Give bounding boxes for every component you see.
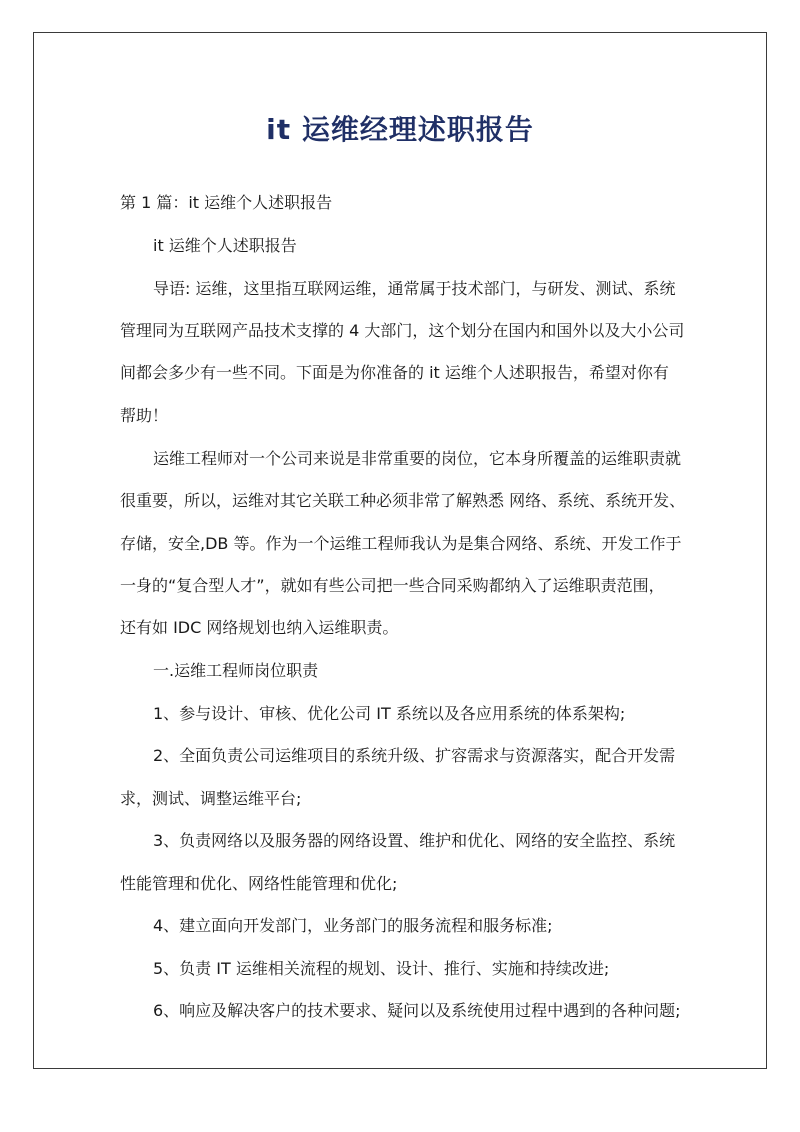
paragraph-line: 存储，安全,DB 等。作为一个运维工程师我认为是集合网络、系统、开发工作于 — [120, 534, 682, 553]
paragraph-line: 一身的“复合型人才”，就如有些公司把一些合同采购都纳入了运维职责范围， — [120, 576, 665, 595]
section-heading: 第 1 篇：it 运维个人述职报告 — [120, 193, 333, 212]
paragraph-line: 间都会多少有一些不同。下面是为你准备的 it 运维个人述职报告，希望对你有 — [120, 363, 669, 382]
paragraph-line: 还有如 IDC 网络规划也纳入运维职责。 — [120, 618, 399, 637]
document-title: it 运维经理述职报告 — [266, 113, 534, 146]
list-item: 4、建立面向开发部门，业务部门的服务流程和服务标准; — [153, 916, 553, 935]
list-item-continuation: 性能管理和优化、网络性能管理和优化; — [120, 874, 398, 893]
subsection-heading: 一.运维工程师岗位职责 — [153, 661, 319, 680]
paragraph-line: 很重要，所以，运维对其它关联工种必须非常了解熟悉 网络、系统、系统开发、 — [120, 491, 686, 510]
list-item: 6、响应及解决客户的技术要求、疑问以及系统使用过程中遇到的各种问题; — [153, 1001, 681, 1020]
paragraph-line: 帮助！ — [120, 406, 169, 425]
list-item: 1、参与设计、审核、优化公司 IT 系统以及各应用系统的体系架构; — [153, 704, 626, 723]
list-item: 5、负责 IT 运维相关流程的规划、设计、推行、实施和持续改进; — [153, 959, 610, 978]
paragraph-line: it 运维个人述职报告 — [153, 236, 297, 255]
list-item: 2、全面负责公司运维项目的系统升级、扩容需求与资源落实，配合开发需 — [153, 746, 676, 765]
list-item: 3、负责网络以及服务器的网络设置、维护和优化、网络的安全监控、系统 — [153, 831, 676, 850]
list-item-continuation: 求，测试、调整运维平台; — [120, 789, 302, 808]
paragraph-line: 管理同为互联网产品技术支撑的 4 大部门，这个划分在国内和国外以及大小公司 — [120, 321, 685, 340]
paragraph-line: 运维工程师对一个公司来说是非常重要的岗位，它本身所覆盖的运维职责就 — [153, 449, 682, 468]
paragraph-line: 导语: 运维，这里指互联网运维，通常属于技术部门，与研发、测试、系统 — [153, 279, 676, 298]
